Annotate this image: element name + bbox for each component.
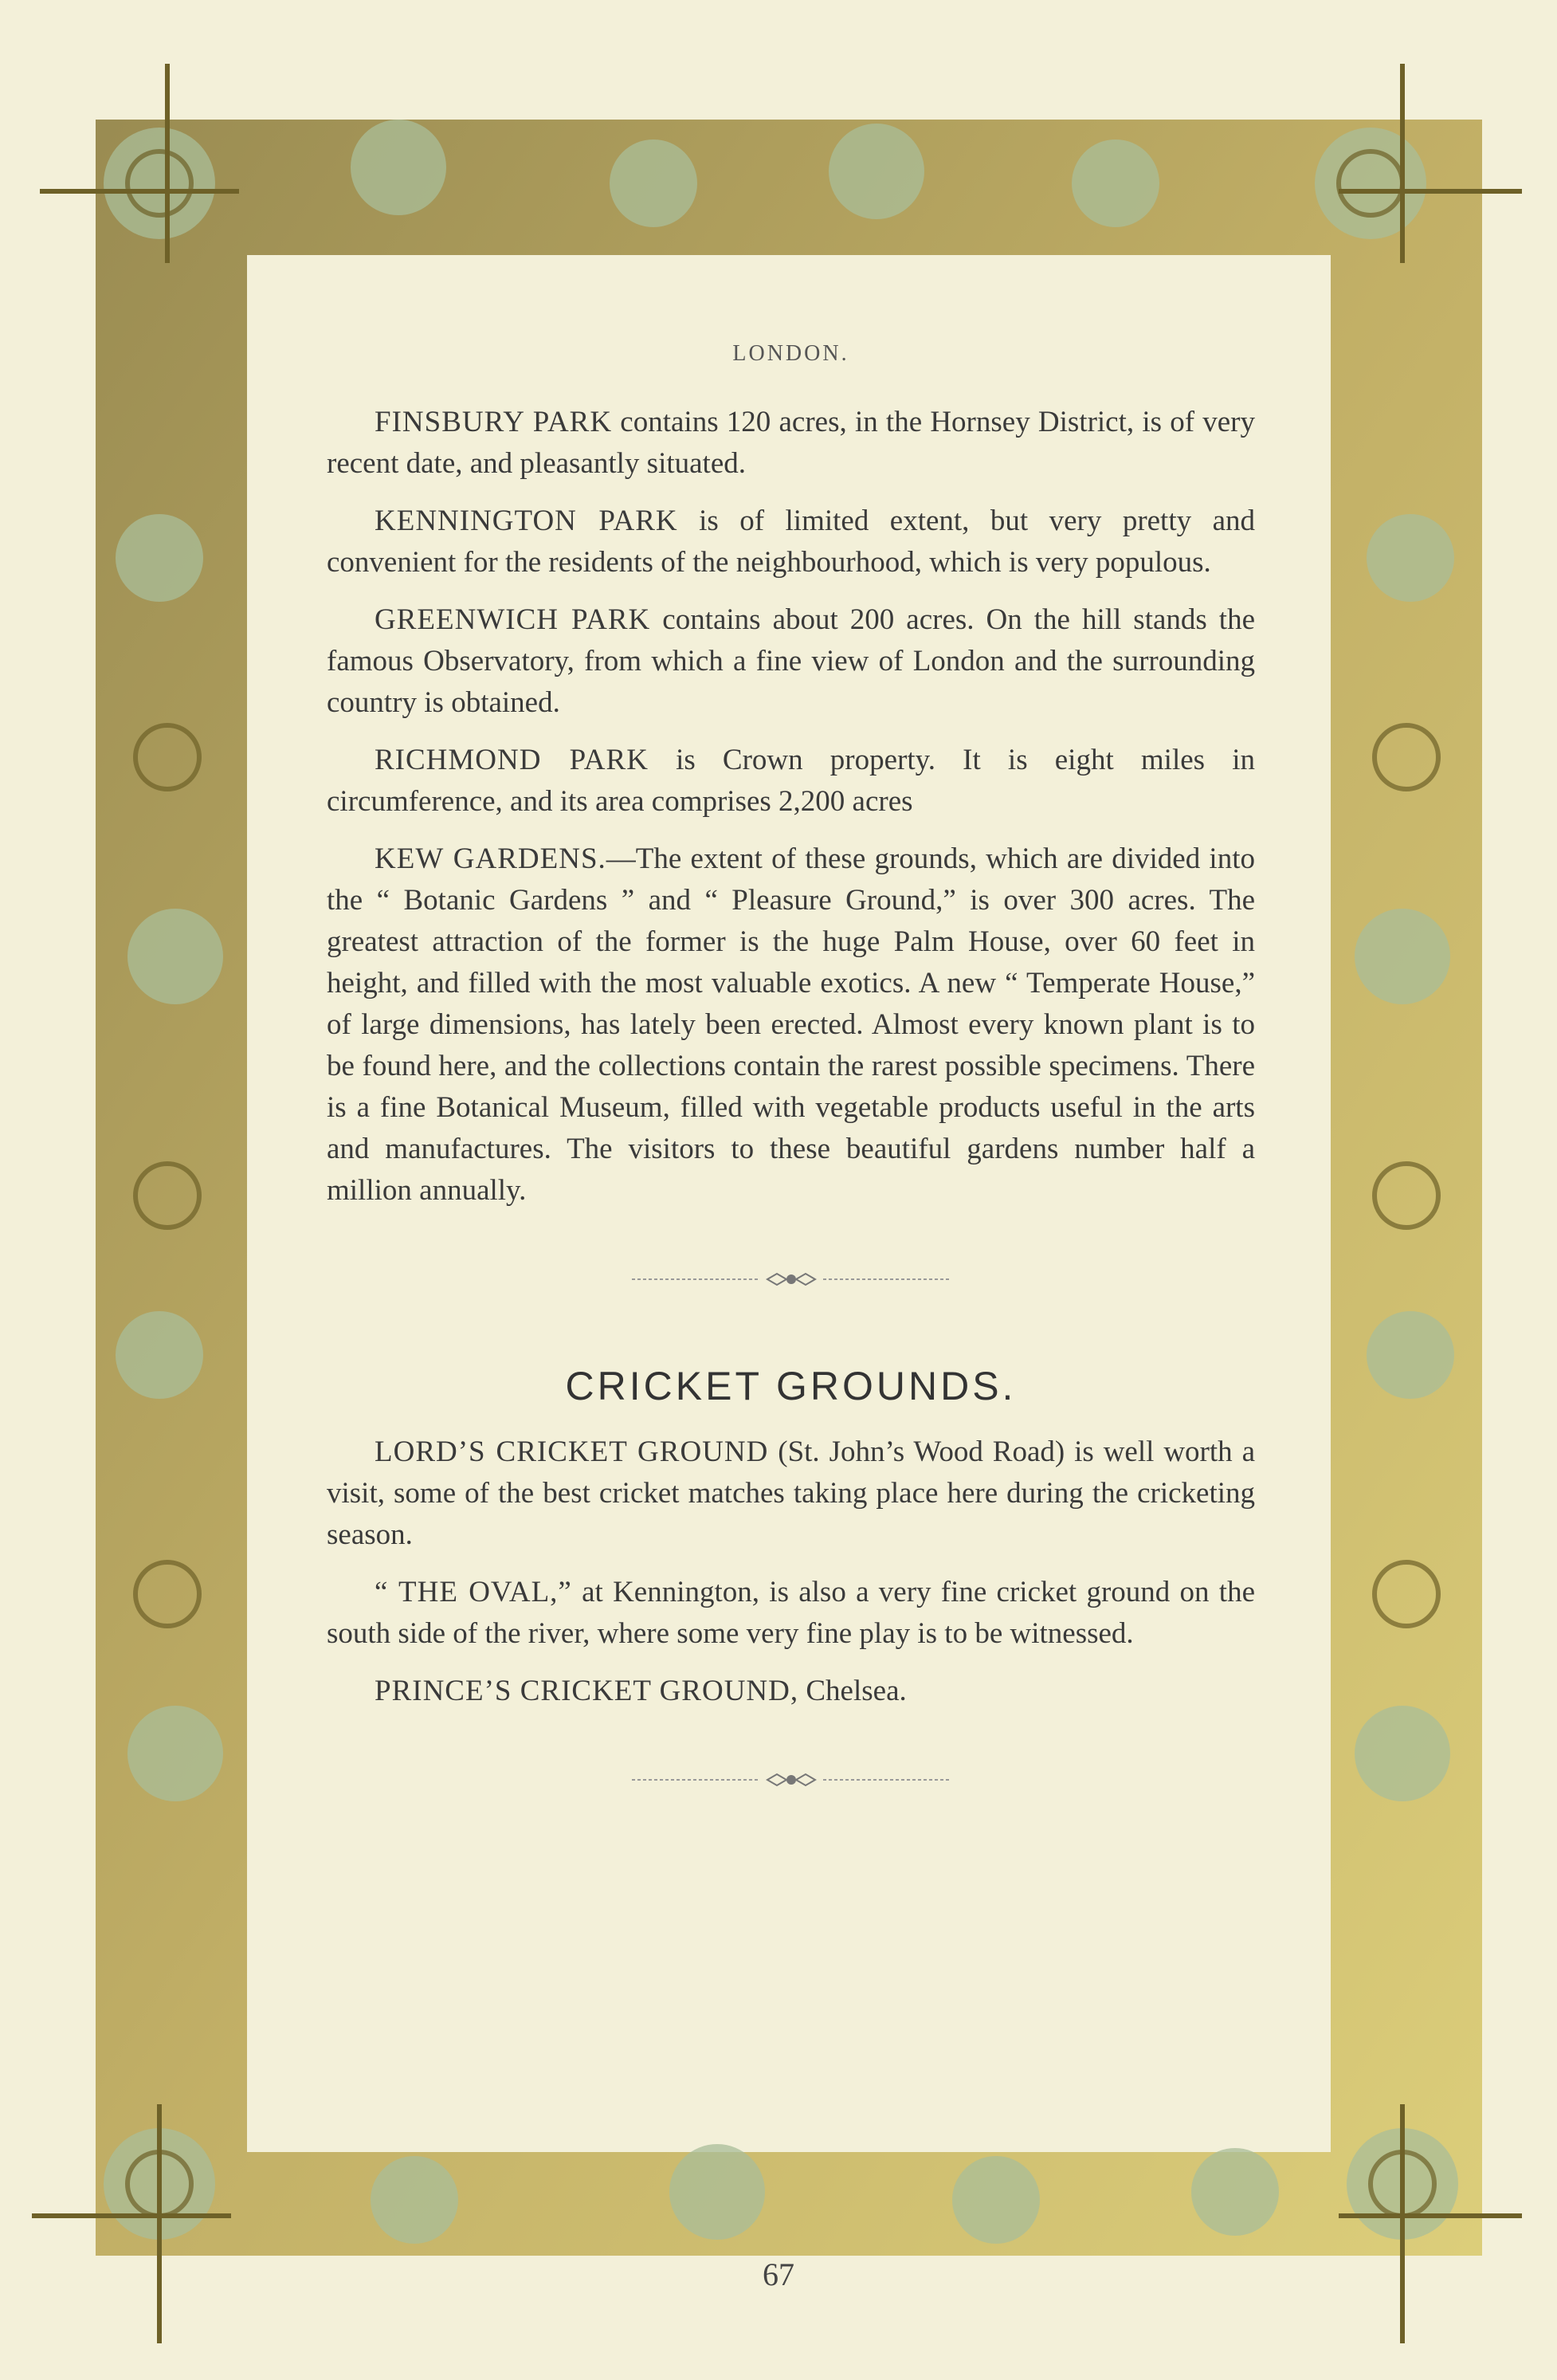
ground-text: at Kennington, is also a very fine cricket ground on the south side of the river, where some very fine play is to be witnessed.: [327, 1576, 1255, 1650]
paragraph-princes: [327, 1671, 1255, 1712]
running-title: LONDON.: [732, 341, 849, 366]
section-title-cricket-grounds: CRICKET GROUNDS.: [565, 1364, 1017, 1408]
ground-name: LORD’S CRICKET GROUND: [375, 1435, 769, 1468]
park-text: contains about 200 acres. On the hill stands the famous Observatory, from which a fine view of London and the surrounding country is obtained.: [327, 603, 1256, 719]
paragraph-lords: [327, 1432, 1255, 1556]
park-text: —The extent of these grounds, which are divided into the “ Botanic Gardens ” and “ Pleasure Ground,” is over 300 acres. The greatest attraction of the former is the huge Palm House, over 60 feet in height, and filled with the most valuable exotics. A new “ Temperate House,” of large dimensions, has lately been erected. Almost every known plant is to be found here, and the collections contain the rarest possible specimens. There is a fine Botanical Museum, filled with vegetable products useful in the arts and manufactures. The visitors to these beautiful gardens number half a million annually.: [327, 842, 1255, 1207]
ornament-divider: [624, 1267, 959, 1291]
ground-text: (St. John’s Wood Road) is well worth a visit, some of the best cricket matches taking place here during the cricketing season.: [327, 1435, 1255, 1551]
park-name: KEW GARDENS.: [375, 842, 606, 875]
ornament-divider-bottom: [624, 1768, 959, 1792]
park-text: is Crown property. It is eight miles in circumference, and its area comprises 2,200 acres: [327, 744, 1255, 818]
paragraph-kew-gardens: [327, 838, 1255, 1212]
paragraph-the-oval: [327, 1572, 1255, 1655]
paragraph-greenwich-park: [327, 599, 1255, 724]
ground-text: Chelsea.: [798, 1675, 907, 1707]
park-text: is of limited extent, but very pretty and convenient for the residents of the neighbourhood, which is very populous.: [327, 505, 1255, 579]
ground-name: “ THE OVAL,”: [375, 1576, 572, 1608]
page-number: 67: [763, 2256, 794, 2292]
paragraph-kennington-park: [327, 501, 1255, 583]
park-name: GREENWICH PARK: [375, 603, 651, 636]
ground-name: PRINCE’S CRICKET GROUND,: [375, 1675, 799, 1707]
park-name: KENNINGTON PARK: [375, 505, 678, 537]
park-text: contains 120 acres, in the Hornsey District, is of very recent date, and pleasantly situated.: [327, 406, 1255, 480]
park-name: RICHMOND PARK: [375, 744, 649, 776]
text-block: [327, 335, 1255, 1929]
paragraph-richmond-park: [327, 740, 1255, 823]
paragraph-finsbury-park: [327, 402, 1255, 485]
park-name: FINSBURY PARK: [375, 406, 613, 438]
